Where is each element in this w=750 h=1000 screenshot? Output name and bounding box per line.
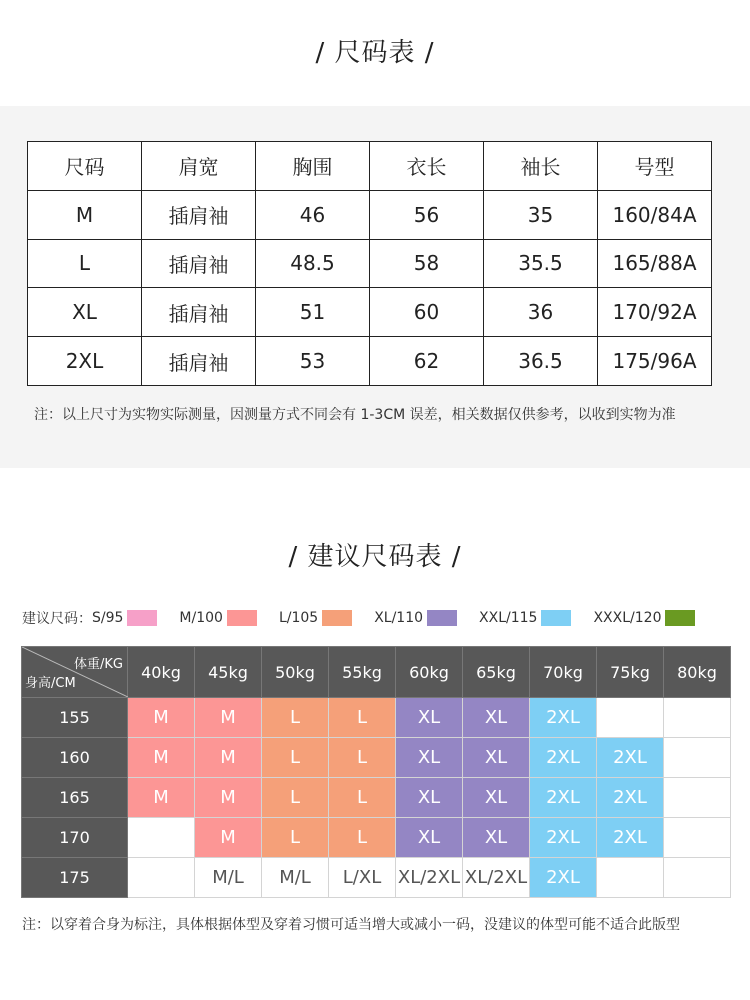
table-cell: 51	[256, 288, 370, 337]
height-header: 165	[22, 778, 128, 818]
size-cell: XL	[396, 778, 463, 818]
legend-item-m	[179, 610, 257, 626]
size-cell: L	[262, 778, 329, 818]
legend-item-l	[279, 610, 352, 626]
recommend-chart-title: / 建议尺码表 /	[288, 542, 462, 572]
legend-swatch	[127, 610, 157, 626]
table-row	[28, 190, 712, 239]
size-chart-header-row	[28, 142, 712, 191]
size-cell: M	[128, 698, 195, 738]
size-cell: L	[262, 698, 329, 738]
weight-header-row	[22, 647, 731, 698]
legend-label: XXXL/120	[593, 610, 662, 626]
weight-header: 75kg	[597, 647, 664, 698]
size-cell: L	[262, 818, 329, 858]
size-cell: M	[195, 778, 262, 818]
size-cell	[597, 858, 664, 898]
table-cell: 35	[484, 190, 598, 239]
table-cell: 56	[370, 190, 484, 239]
size-cell: XL	[396, 818, 463, 858]
size-cell: M	[195, 738, 262, 778]
size-cell: XL	[396, 738, 463, 778]
size-cell: L	[329, 818, 396, 858]
table-row	[22, 738, 731, 778]
legend-label: XL/110	[374, 610, 424, 626]
table-cell: XL	[28, 288, 142, 337]
size-cell	[664, 818, 731, 858]
legend-label: XXL/115	[479, 610, 538, 626]
weight-header: 65kg	[463, 647, 530, 698]
legend-item-xl	[374, 610, 457, 626]
table-cell: 48.5	[256, 239, 370, 288]
size-cell	[664, 858, 731, 898]
weight-header: 40kg	[128, 647, 195, 698]
legend-item-xxxl	[593, 610, 695, 626]
header-cell: 尺码	[28, 142, 142, 191]
table-cell: 58	[370, 239, 484, 288]
size-cell: 2XL	[597, 818, 664, 858]
size-cell	[664, 698, 731, 738]
table-row	[22, 818, 731, 858]
size-cell: L	[329, 778, 396, 818]
table-cell: 175/96A	[598, 337, 712, 386]
weight-header: 50kg	[262, 647, 329, 698]
size-cell: M	[195, 698, 262, 738]
table-cell: M	[28, 190, 142, 239]
table-row	[28, 239, 712, 288]
size-cell: 2XL	[597, 738, 664, 778]
table-row	[22, 858, 731, 898]
size-cell	[664, 738, 731, 778]
legend-swatch	[541, 610, 571, 626]
size-cell: 2XL	[530, 698, 597, 738]
table-cell: L	[28, 239, 142, 288]
size-cell: M	[128, 738, 195, 778]
legend-swatch	[427, 610, 457, 626]
size-cell: L/XL	[329, 858, 396, 898]
size-cell: L	[262, 738, 329, 778]
size-cell	[128, 818, 195, 858]
size-cell	[597, 698, 664, 738]
size-cell: L	[329, 698, 396, 738]
table-cell: 60	[370, 288, 484, 337]
size-cell: M	[128, 778, 195, 818]
legend-prefix: 建议尺码：	[22, 611, 92, 627]
table-cell: 插肩袖	[142, 337, 256, 386]
size-cell: XL	[396, 698, 463, 738]
height-header: 155	[22, 698, 128, 738]
header-cell: 肩宽	[142, 142, 256, 191]
recommend-chart-note: 注：以穿着合身为标注，具体根据体型及穿着习惯可适当增大或减小一码，没建议的体型可能不适合此版型	[22, 917, 680, 933]
legend-label: S/95	[92, 610, 124, 626]
size-cell: XL	[463, 818, 530, 858]
table-cell: 35.5	[484, 239, 598, 288]
header-cell: 号型	[598, 142, 712, 191]
height-header: 175	[22, 858, 128, 898]
size-chart-table	[27, 141, 712, 386]
weight-header: 80kg	[664, 647, 731, 698]
table-cell: 2XL	[28, 337, 142, 386]
table-cell: 插肩袖	[142, 239, 256, 288]
size-cell: 2XL	[530, 778, 597, 818]
weight-header: 70kg	[530, 647, 597, 698]
size-cell: XL	[463, 778, 530, 818]
table-row	[22, 778, 731, 818]
legend-label: L/105	[278, 610, 319, 626]
size-cell: XL	[463, 738, 530, 778]
size-cell: M/L	[262, 858, 329, 898]
table-row	[22, 698, 731, 738]
legend-swatch	[227, 610, 257, 626]
table-cell: 插肩袖	[142, 288, 256, 337]
size-cell	[664, 778, 731, 818]
height-header: 170	[22, 818, 128, 858]
weight-header: 45kg	[195, 647, 262, 698]
weight-header: 60kg	[396, 647, 463, 698]
legend-item-xxl	[479, 610, 571, 626]
size-chart-note: 注：以上尺寸为实物实际测量，因测量方式不同会有 1-3CM 误差，相关数据仅供参考，以收到实物为准	[34, 407, 676, 423]
table-cell: 170/92A	[598, 288, 712, 337]
legend-swatch	[665, 610, 695, 626]
table-cell: 53	[256, 337, 370, 386]
size-cell: 2XL	[530, 738, 597, 778]
table-row	[28, 337, 712, 386]
table-cell: 36	[484, 288, 598, 337]
legend-swatch	[322, 610, 352, 626]
legend-label: M/100	[179, 610, 223, 626]
legend-item-s	[92, 610, 157, 626]
size-cell: XL/2XL	[463, 858, 530, 898]
size-legend	[22, 608, 695, 628]
size-cell: 2XL	[530, 858, 597, 898]
weight-axis-label: 体重/KG	[74, 657, 123, 672]
height-header: 160	[22, 738, 128, 778]
size-cell: 2XL	[530, 818, 597, 858]
size-cell: XL/2XL	[396, 858, 463, 898]
corner-cell	[22, 647, 128, 698]
size-chart-title: / 尺码表 /	[315, 38, 435, 68]
header-cell: 胸围	[256, 142, 370, 191]
size-cell: XL	[463, 698, 530, 738]
recommend-size-table	[21, 646, 731, 898]
table-cell: 插肩袖	[142, 190, 256, 239]
size-cell: M/L	[195, 858, 262, 898]
size-cell: M	[195, 818, 262, 858]
size-cell	[128, 858, 195, 898]
height-axis-label: 身高/CM	[25, 676, 76, 691]
header-cell: 衣长	[370, 142, 484, 191]
size-cell: L	[329, 738, 396, 778]
weight-header: 55kg	[329, 647, 396, 698]
table-cell: 36.5	[484, 337, 598, 386]
header-cell: 袖长	[484, 142, 598, 191]
table-cell: 160/84A	[598, 190, 712, 239]
table-row	[28, 288, 712, 337]
table-cell: 165/88A	[598, 239, 712, 288]
table-cell: 46	[256, 190, 370, 239]
table-cell: 62	[370, 337, 484, 386]
size-cell: 2XL	[597, 778, 664, 818]
